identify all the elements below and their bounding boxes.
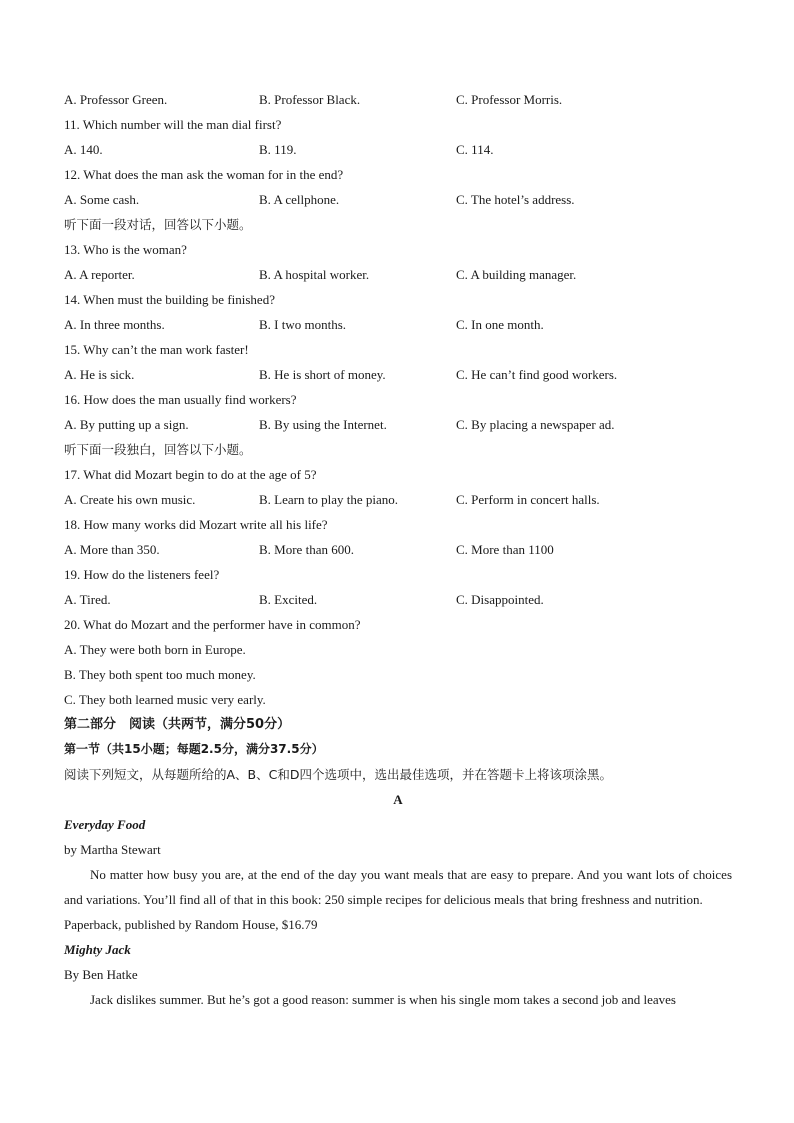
option-c: C. A building manager. bbox=[456, 267, 577, 282]
option-b: B. Excited. bbox=[259, 592, 318, 607]
question-text: 12. What does the man ask the woman for in the end? bbox=[64, 167, 344, 182]
question-text: 14. When must the building be finished? bbox=[64, 292, 275, 307]
question-text: 16. How does the man usually find workers? bbox=[64, 392, 297, 407]
book-publication: Paperback, published by Random House, $16.79 bbox=[64, 917, 318, 932]
exam-page bbox=[64, 87, 732, 1012]
options-row bbox=[64, 262, 732, 287]
option-c: C. They both learned music very early. bbox=[64, 692, 266, 707]
option-a: A. By putting up a sign. bbox=[64, 417, 189, 432]
reading-instruction: 阅读下列短文，从每题所给的A、B、C和D四个选项中，选出最佳选项，并在答题卡上将该项涂黑。 bbox=[64, 767, 612, 782]
question-text: 18. How many works did Mozart write all his life? bbox=[64, 517, 328, 532]
book-author: By Ben Hatke bbox=[64, 967, 138, 982]
question-text: 20. What do Mozart and the performer have in common? bbox=[64, 617, 361, 632]
option-a: A. They were both born in Europe. bbox=[64, 642, 246, 657]
options-row bbox=[64, 362, 732, 387]
book-description: Jack dislikes summer. But he’s got a good reason: summer is when his single mom takes a second job and leaves bbox=[90, 992, 676, 1007]
options-row bbox=[64, 587, 732, 612]
question-text: 13. Who is the woman? bbox=[64, 242, 187, 257]
book-title: Mighty Jack bbox=[64, 942, 131, 957]
options-row bbox=[64, 537, 732, 562]
part-title: 第二部分 阅读（共两节，满分50分） bbox=[64, 717, 291, 732]
option-b: B. 119. bbox=[259, 142, 297, 157]
question-text: 19. How do the listeners feel? bbox=[64, 567, 220, 582]
option-b: B. Professor Black. bbox=[259, 92, 361, 107]
question-text: 17. What did Mozart begin to do at the age of 5? bbox=[64, 467, 317, 482]
book-author: by Martha Stewart bbox=[64, 842, 161, 857]
option-c: C. By placing a newspaper ad. bbox=[456, 417, 615, 432]
option-a: A. Professor Green. bbox=[64, 92, 168, 107]
option-a: A. More than 350. bbox=[64, 542, 160, 557]
option-c: C. In one month. bbox=[456, 317, 544, 332]
book-title: Everyday Food bbox=[64, 817, 146, 832]
option-c: C. The hotel’s address. bbox=[456, 192, 575, 207]
listening-instruction: 听下面一段对话，回答以下小题。 bbox=[64, 217, 252, 232]
question-text: 11. Which number will the man dial first? bbox=[64, 117, 282, 132]
option-c: C. 114. bbox=[456, 142, 494, 157]
option-a: A. In three months. bbox=[64, 317, 165, 332]
option-c: C. Perform in concert halls. bbox=[456, 492, 600, 507]
option-a: A. A reporter. bbox=[64, 267, 135, 282]
options-row bbox=[64, 187, 732, 212]
option-b: B. Learn to play the piano. bbox=[259, 492, 398, 507]
option-b: B. He is short of money. bbox=[259, 367, 386, 382]
option-a: A. 140. bbox=[64, 142, 103, 157]
option-b: B. I two months. bbox=[259, 317, 347, 332]
option-a: A. Some cash. bbox=[64, 192, 140, 207]
option-b: B. A hospital worker. bbox=[259, 267, 370, 282]
question-text: 15. Why can’t the man work faster! bbox=[64, 342, 249, 357]
option-c: C. Disappointed. bbox=[456, 592, 544, 607]
option-b: B. A cellphone. bbox=[259, 192, 340, 207]
option-a: A. Tired. bbox=[64, 592, 111, 607]
option-c: C. More than 1100 bbox=[456, 542, 554, 557]
option-b: B. More than 600. bbox=[259, 542, 354, 557]
option-c: C. He can’t find good workers. bbox=[456, 367, 618, 382]
section-title: 第一节（共15小题；每题2.5分，满分37.5分） bbox=[64, 742, 324, 756]
options-row bbox=[64, 137, 732, 162]
option-b: B. They both spent too much money. bbox=[64, 667, 256, 682]
option-c: C. Professor Morris. bbox=[456, 92, 563, 107]
passage-label: A bbox=[393, 792, 403, 807]
options-row bbox=[64, 412, 732, 437]
options-row bbox=[64, 312, 732, 337]
book-description: No matter how busy you are, at the end of the day you want meals that are easy to prepare. And you want lots of choices and variations. You’ll find all of that in this book: 250 simple recipes for delicious meals that bring freshness and nutrition. bbox=[64, 867, 732, 907]
option-a: A. Create his own music. bbox=[64, 492, 196, 507]
listening-instruction: 听下面一段独白，回答以下小题。 bbox=[64, 442, 252, 457]
option-b: B. By using the Internet. bbox=[259, 417, 387, 432]
options-row bbox=[64, 487, 732, 512]
option-a: A. He is sick. bbox=[64, 367, 135, 382]
options-row bbox=[64, 87, 732, 112]
